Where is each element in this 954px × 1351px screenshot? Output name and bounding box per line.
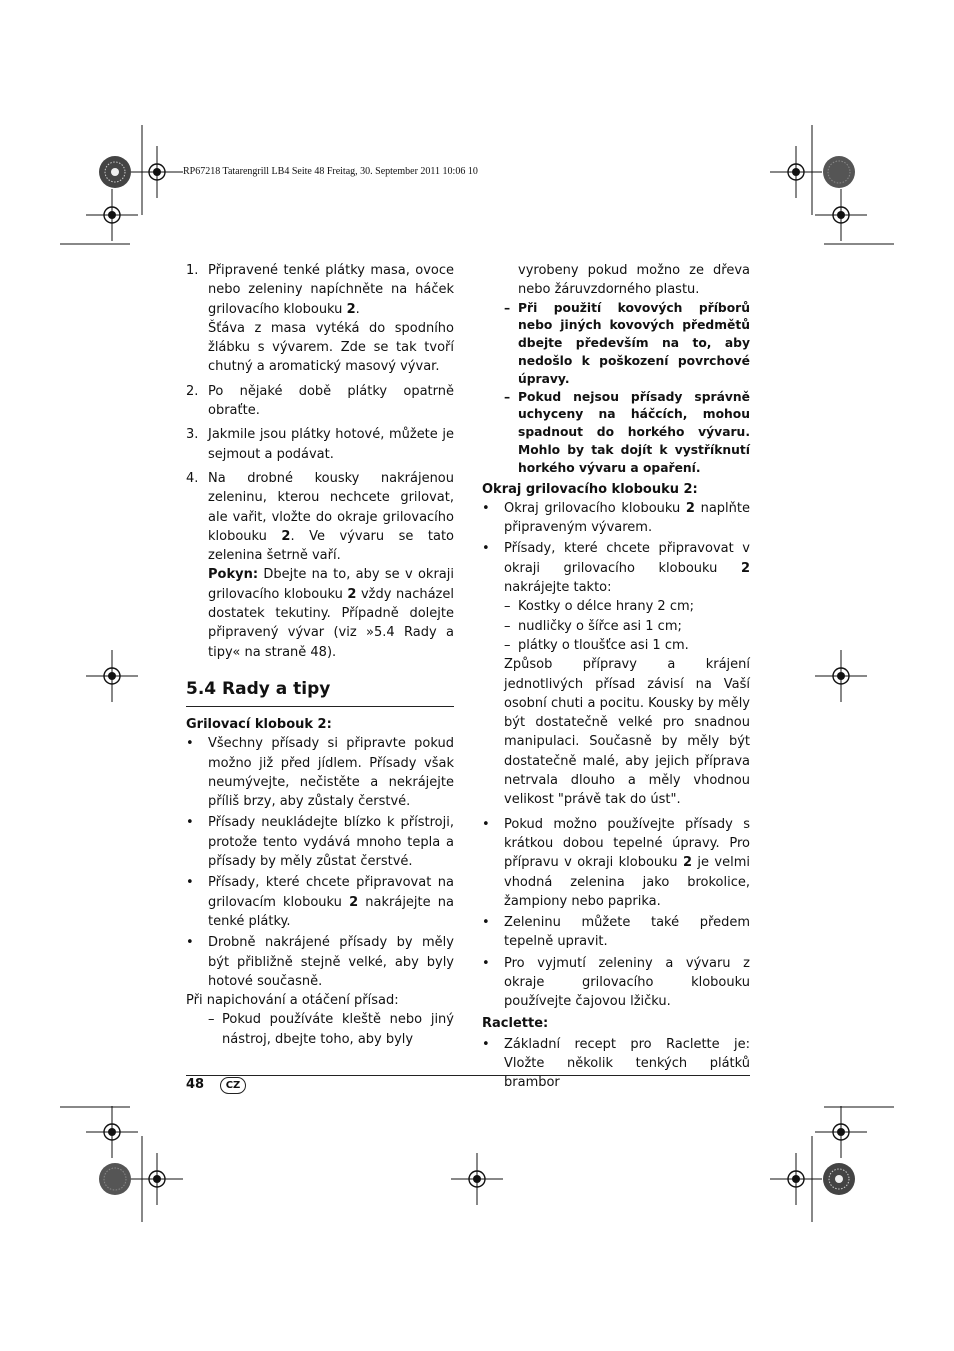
cut-note: Způsob přípravy a krájení jednotlivých přísad závisí na Vaší osobní chuti a pocitu. Kousky by měly být dostatečně velké pro snadnou manipulaci. Současně by měly být dostatečně malé, aby jejich příprava netrvala dlouho a měly vhodnou velikost "právě tak do úst". <box>504 657 750 808</box>
footer-rule <box>186 1075 750 1076</box>
list-item: • Přísady, které chcete připravovat na grilovacím klobouku 2 nakrájejte na tenké plátky. <box>186 875 454 929</box>
step-2: 2. Po nějaké době plátky opatrně obraťte. <box>186 383 454 419</box>
list-item: • Okraj grilovacího klobouku 2 naplňte připraveným vývarem. <box>482 500 750 536</box>
subsection-title-raclette: Raclette: <box>482 1015 549 1031</box>
starburst-bottom-right <box>823 1163 855 1195</box>
list-item: – Pokud používáte kleště nebo jiný nástroj, dbejte toho, aby byly <box>208 1012 454 1047</box>
starburst-top-left <box>99 156 131 188</box>
step-3: 3. Jakmile jsou plátky hotové, můžete je sejmout a podávat. <box>186 427 454 462</box>
list-item: • Drobně nakrájené přísady by měly být přibližně stejně velké, aby byly hotové současně. <box>186 935 454 989</box>
left-column <box>186 261 454 1049</box>
list-item: – nudličky o šířce asi 1 cm; <box>504 618 682 634</box>
step-4: 4. Na drobné kousky nakrájenou zeleninu, kterou nechcete grilovat, ale vařit, vložte do okraje grilovacího klobouku 2. Ve vývaru se tato zelenina šetrně vaří. <box>186 470 455 564</box>
starburst-bottom-left <box>99 1163 131 1195</box>
list-item: • Pokud možno používejte přísady s krátkou dobou tepelné úpravy. Pro přípravu v okraji klobouku 2 je velmi vhodná zelenina jako brokolice, žampiony nebo paprika. <box>482 816 750 909</box>
continuation-text: vyrobeny pokud možno ze dřeva nebo žáruvzdorného plastu. <box>518 263 750 298</box>
language-badge: CZ <box>220 1077 246 1094</box>
skewer-intro: Při napichování a otáčení přísad: <box>186 993 399 1009</box>
page-number: 48 <box>186 1077 205 1092</box>
subsection-title-edge: Okraj grilovacího klobouku 2: <box>482 481 698 497</box>
step-1-note: Šťáva z masa vytéká do spodního žlábku s vývarem. Zde se tak tvoří chutný a aromatický masový vývar. <box>208 320 454 375</box>
warning-item: – Pokud nejsou přísady správně uchyceny na háčcích, mohou spadnout do horkého vývaru. Mohlo by tak dojít k vystříknutí horkého vývaru a opaření. <box>504 389 750 475</box>
step-1: 1. Připravené tenké plátky masa, ovoce nebo zeleniny napíchněte na háček grilovacího klobouku 2. <box>186 263 454 317</box>
print-header: RP67218 Tatarengrill LB4 Seite 48 Freitag, 30. September 2011 10:06 10 <box>183 166 478 177</box>
warning-item: – Při použití kovových příborů nebo jiných kovových předmětů dbejte především na to, aby nedošlo k poškození povrchové úpravy. <box>504 300 750 386</box>
list-item: – Kostky o délce hrany 2 cm; <box>504 599 695 615</box>
section-title: 5.4 Rady a tipy <box>186 678 454 707</box>
list-item: • Základní recept pro Raclette je: Vložte několik tenkých plátků brambor <box>482 1036 750 1091</box>
starburst-top-right <box>823 156 855 188</box>
pokyn-note: Pokyn: Dbejte na to, aby se v okraji grilovacího klobouku 2 vždy nacházel dostatek tekutiny. Případně dolejte připravený vývar (viz »5.4 Rady a tipy« na straně 48). <box>208 567 454 660</box>
list-item: • Zeleninu můžete také předem tepelně upravit. <box>482 915 750 950</box>
list-item: • Všechny přísady si připravte pokud možno již před jídlem. Přísady však neumývejte, nečistěte a nekrájejte příliš brzy, aby zůstaly čerstvé. <box>186 736 454 810</box>
right-column <box>482 261 750 1093</box>
list-item: – plátky o tloušťce asi 1 cm. <box>504 637 689 653</box>
subsection-title-grill-hat: Grilovací klobouk 2: <box>186 716 332 732</box>
list-item: • Přísady, které chcete připravovat v okraji grilovacího klobouku 2 nakrájejte takto: <box>482 541 750 596</box>
list-item: • Pro vyjmutí zeleniny a vývaru z okraje grilovacího klobouku používejte čajovou lžičku. <box>482 955 750 1010</box>
list-item: • Přísady neukládejte blízko k přístroji, protože tento vydává mnoho tepla a přísady by měly zůstat čerstvé. <box>186 815 454 870</box>
